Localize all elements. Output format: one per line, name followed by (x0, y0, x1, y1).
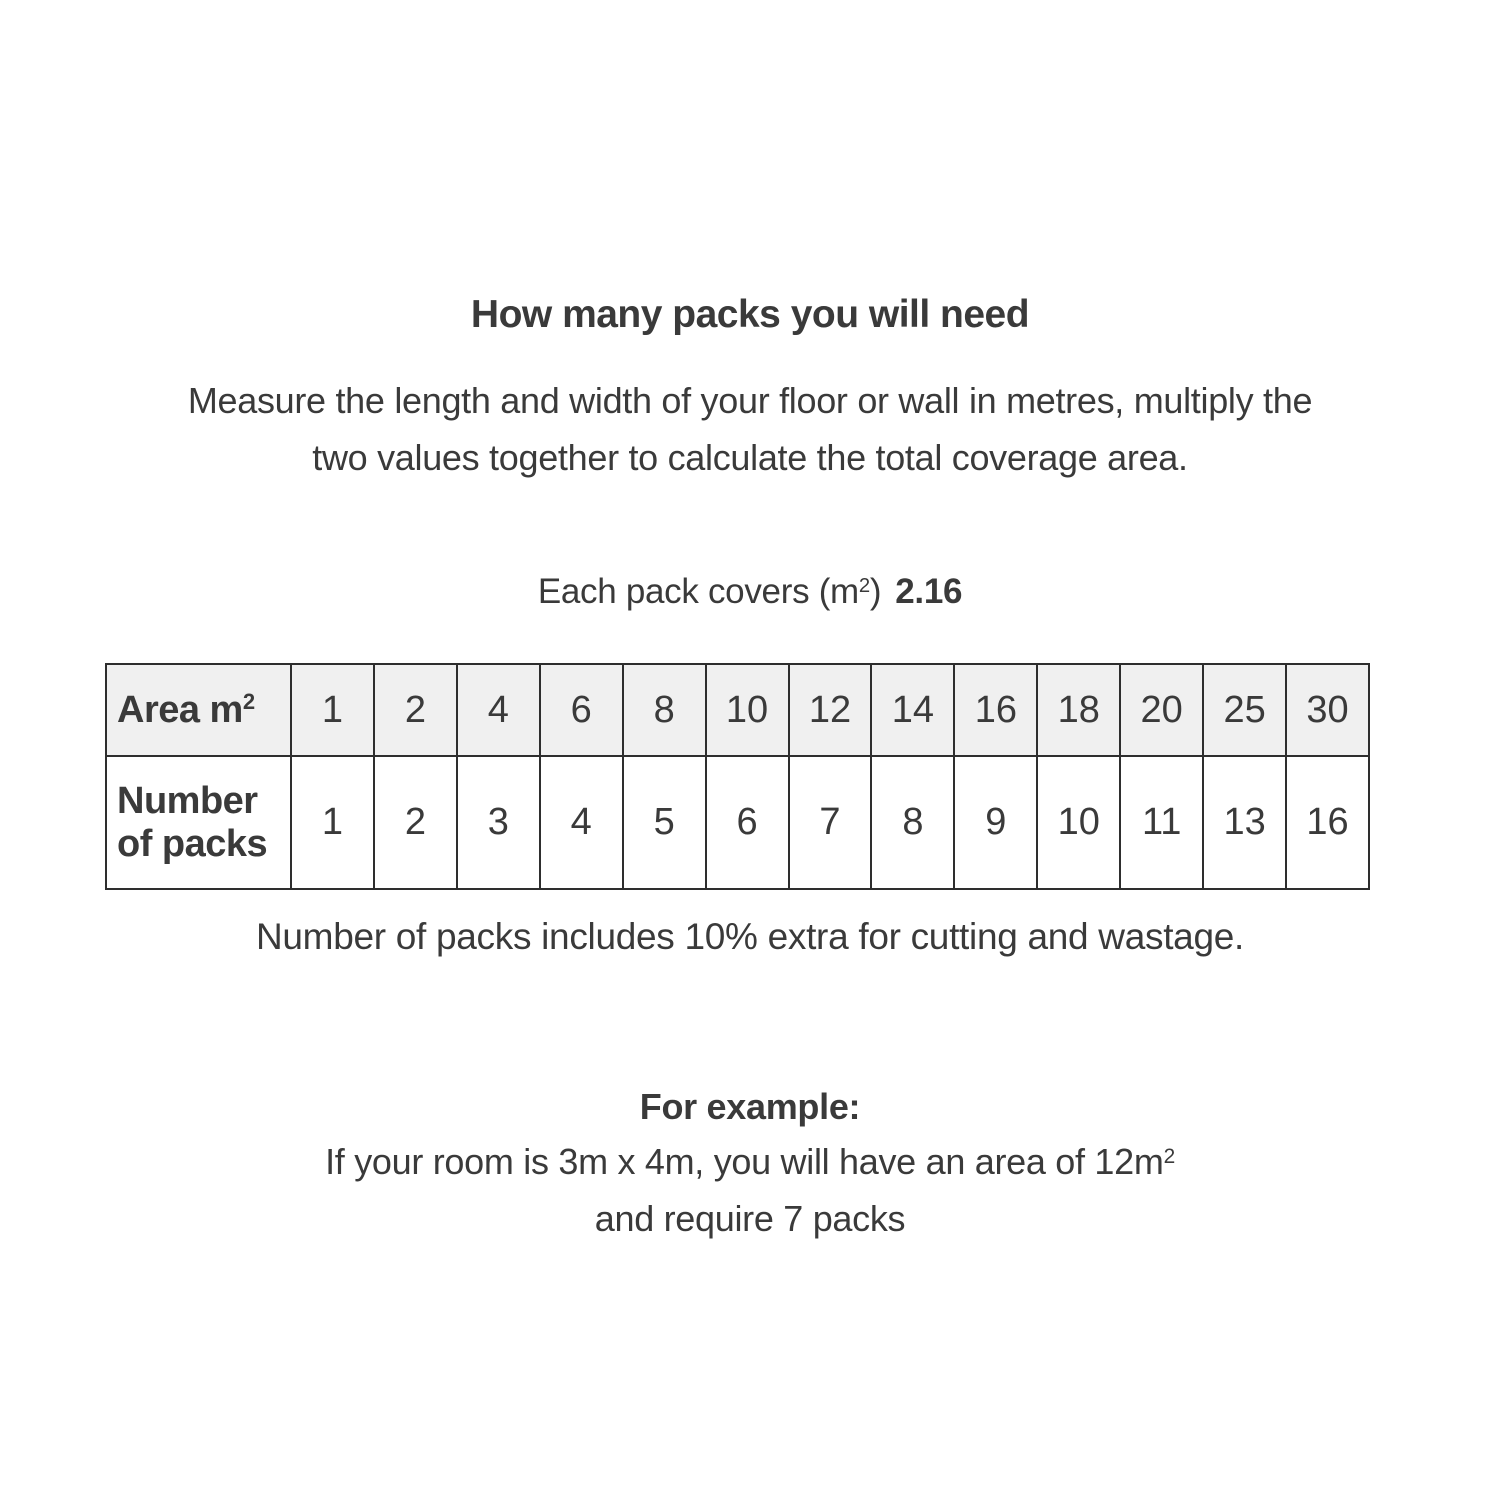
area-value-cell: 10 (706, 664, 789, 756)
intro-line-2: two values together to calculate the total coverage area. (312, 437, 1188, 478)
pack-value-cell: 5 (623, 756, 706, 889)
coverage-label-suffix: ) (869, 572, 882, 611)
coverage-value: 2.16 (895, 572, 963, 611)
coverage-superscript: 2 (858, 574, 870, 597)
area-value-cell: 4 (457, 664, 540, 756)
area-value-cell: 18 (1037, 664, 1120, 756)
coverage-line (0, 572, 1500, 612)
area-value-cell: 20 (1120, 664, 1203, 756)
packs-label-line-1: Number (117, 779, 258, 822)
area-row-label (106, 664, 291, 756)
example-heading: For example: (639, 1086, 861, 1127)
pack-value-cell: 3 (457, 756, 540, 889)
packs-row-label (106, 756, 291, 889)
pack-value-cell: 1 (291, 756, 374, 889)
pack-value-cell: 11 (1120, 756, 1203, 889)
area-value-cell: 6 (540, 664, 623, 756)
area-value-cell: 16 (954, 664, 1037, 756)
pack-value-cell: 9 (954, 756, 1037, 889)
pack-value-cell: 4 (540, 756, 623, 889)
area-value-cell: 8 (623, 664, 706, 756)
pack-value-cell: 7 (789, 756, 872, 889)
area-value-cell: 2 (374, 664, 457, 756)
pack-value-cell: 2 (374, 756, 457, 889)
area-value-cell: 14 (871, 664, 954, 756)
coverage-label-prefix: Each pack covers (m (537, 572, 859, 611)
example-superscript: 2 (1163, 1144, 1175, 1168)
pack-value-cell: 16 (1286, 756, 1369, 889)
area-value-cell: 30 (1286, 664, 1369, 756)
area-row (106, 664, 1369, 756)
pack-value-cell: 6 (706, 756, 789, 889)
area-value-cell: 1 (291, 664, 374, 756)
area-value-cell: 12 (789, 664, 872, 756)
table-footnote: Number of packs includes 10% extra for cutting and wastage. (255, 916, 1244, 957)
example-line-1-text: If your room is 3m x 4m, you will have an area of 12m (325, 1141, 1164, 1182)
intro-line-1: Measure the length and width of your floor or wall in metres, multiply the (187, 380, 1313, 421)
example-line-2: and require 7 packs (594, 1198, 906, 1239)
packs-row (106, 756, 1369, 889)
intro-text (0, 372, 1500, 486)
area-value-cell: 25 (1203, 664, 1286, 756)
pack-value-cell: 13 (1203, 756, 1286, 889)
pack-value-cell: 10 (1037, 756, 1120, 889)
packs-label-line-2: of packs (117, 822, 268, 865)
area-label-text: Area m (117, 688, 243, 731)
page-title: How many packs you will need (470, 293, 1030, 336)
example-line-1 (0, 1141, 1500, 1183)
packs-table (105, 663, 1370, 890)
area-label-superscript: 2 (242, 689, 255, 715)
pack-value-cell: 8 (871, 756, 954, 889)
